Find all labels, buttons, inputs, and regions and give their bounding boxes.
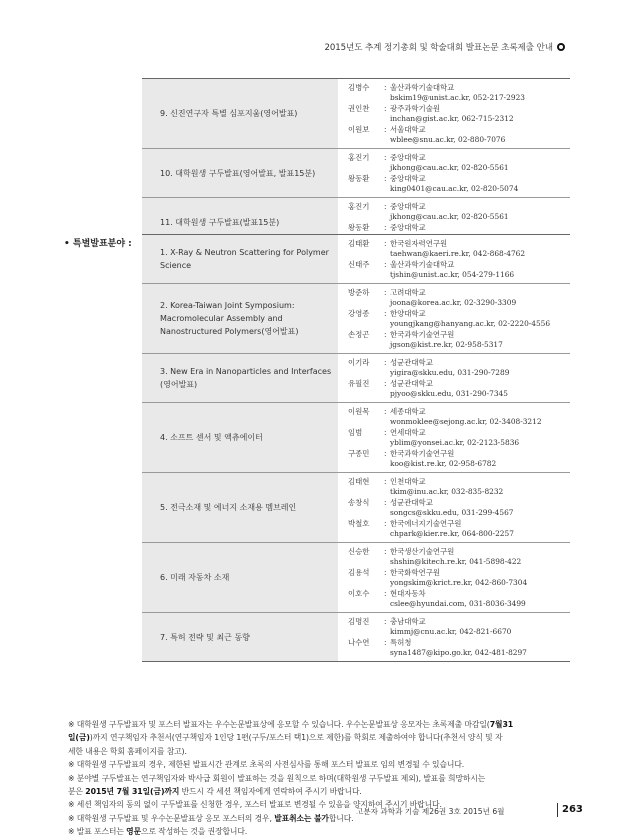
contact-entry <box>348 125 570 144</box>
contact-separator: : <box>384 589 387 598</box>
contact-separator: : <box>384 358 387 367</box>
contact-affiliation: 한국원자력연구원 <box>390 239 448 248</box>
contact-info <box>390 309 570 328</box>
session-contacts <box>338 149 570 198</box>
contact-email-phone: koo@kist.re.kr, 02-958-6782 <box>390 458 497 468</box>
note-text: 합니다. <box>328 813 354 823</box>
contact-info <box>390 449 570 468</box>
note-line <box>68 825 548 838</box>
contact-name: 왕동환 <box>348 223 370 232</box>
contact-name: 김병수 <box>348 83 370 92</box>
footer-divider <box>557 803 558 817</box>
session-table-general <box>142 78 570 247</box>
contact-entry <box>348 83 570 102</box>
contact-name: 이원보 <box>348 125 370 134</box>
contact-affiliation: 세종대학교 <box>390 407 426 416</box>
contact-affiliation: 서울대학교 <box>390 125 426 134</box>
contact-entry <box>348 519 570 538</box>
contact-email-phone: kimmj@cnu.ac.kr, 042-821-6670 <box>390 626 512 636</box>
contact-name: 손정곤 <box>348 330 370 339</box>
contact-entry <box>348 330 570 349</box>
contact-email-phone: songcs@skku.edu, 031-299-4567 <box>390 507 514 517</box>
contact-info <box>390 428 570 447</box>
contact-info <box>390 239 570 258</box>
contact-email-phone: tjshin@unist.ac.kr, 054-279-1166 <box>390 269 515 279</box>
contact-separator: : <box>384 288 387 297</box>
note-line <box>68 785 548 798</box>
contact-name: 김태환 <box>348 239 370 248</box>
contact-separator: : <box>384 407 387 416</box>
contact-separator: : <box>384 125 387 134</box>
contact-info <box>390 330 570 349</box>
contact-separator: : <box>384 449 387 458</box>
notes-block <box>68 718 548 839</box>
session-title: 11. 대학원생 구두발표(발표15분) <box>142 198 338 247</box>
contact-separator: : <box>384 309 387 318</box>
note-text: ※ 대학원생 구두발표자 및 포스터 발표자는 우수논문발표상에 응모할 수 있습니다. 우수논문발표상 응모자는 초록제출 마감일( <box>68 720 490 729</box>
contact-separator: : <box>384 260 387 269</box>
contact-affiliation: 한국에너지기술연구원 <box>390 519 462 528</box>
contact-affiliation: 한국화학연구원 <box>390 568 440 577</box>
page-number: 263 <box>562 804 583 815</box>
contact-entry <box>348 174 570 193</box>
session-row <box>142 613 570 662</box>
contact-name: 김용석 <box>348 568 370 577</box>
contact-separator: : <box>384 428 387 437</box>
session-title: 9. 신진연구자 특별 심포지움(영어발표) <box>142 79 338 149</box>
contact-name: 유필진 <box>348 379 370 388</box>
contact-email-phone: taehwan@kaeri.re.kr, 042-868-4762 <box>390 248 526 258</box>
session-title: 7. 특허 전략 및 최근 동향 <box>142 613 338 662</box>
contact-entry <box>348 379 570 398</box>
session-contacts <box>338 473 570 543</box>
contact-affiliation: 한국생산기술연구원 <box>390 547 455 556</box>
contact-affiliation: 연세대학교 <box>390 428 426 437</box>
footer-journal: 고분자 과학과 기술 제26권 3호 2015년 6월 <box>356 807 505 816</box>
contact-affiliation: 특허청 <box>390 638 412 647</box>
contact-email-phone: cslee@hyundai.com, 031-8036-3499 <box>390 598 526 608</box>
contact-info <box>390 589 570 608</box>
session-contacts <box>338 284 570 354</box>
contact-entry <box>348 288 570 307</box>
contact-affiliation: 성균관대학교 <box>390 358 433 367</box>
contact-info <box>390 477 570 496</box>
contact-name: 박철호 <box>348 519 370 528</box>
contact-affiliation: 충남대학교 <box>390 617 426 626</box>
contact-entry <box>348 589 570 608</box>
contact-affiliation: 중앙대학교 <box>390 174 426 183</box>
session-title: 1. X-Ray & Neutron Scattering for Polymer Science <box>142 235 338 284</box>
contact-affiliation: 중앙대학교 <box>390 223 426 232</box>
contact-info <box>390 519 570 538</box>
contact-separator: : <box>384 153 387 162</box>
note-text: ※ 분야별 구두발표는 연구책임자와 박사급 회원이 발표하는 것을 원칙으로 하며(대학원생 구두발표 제외), 발표를 희망하시는 <box>68 773 486 783</box>
session-row <box>142 403 570 473</box>
contact-info <box>390 288 570 307</box>
contact-affiliation: 인천대학교 <box>390 477 426 486</box>
contact-email-phone: king0401@cau.ac.kr, 02-820-5074 <box>390 183 519 193</box>
contact-email-phone: jkhong@cau.ac.kr, 02-820-5561 <box>390 162 509 172</box>
contact-email-phone: wonmoklee@sejong.ac.kr, 02-3408-3212 <box>390 416 542 426</box>
special-section-label: • 특별발표분야 : <box>64 239 132 249</box>
contact-name: 임범 <box>348 428 363 437</box>
note-text: ※ 발표 포스터는 <box>68 827 127 837</box>
session-contacts <box>338 613 570 662</box>
contact-info <box>390 104 570 123</box>
contact-name: 이원목 <box>348 407 370 416</box>
contact-entry <box>348 358 570 377</box>
contact-name: 방준하 <box>348 288 370 297</box>
session-row <box>142 235 570 284</box>
note-line <box>68 718 548 731</box>
contact-separator: : <box>384 174 387 183</box>
contact-email-phone: joona@korea.ac.kr, 02-3290-3309 <box>390 297 517 307</box>
contact-entry <box>348 477 570 496</box>
session-contacts <box>338 79 570 149</box>
contact-info <box>390 498 570 517</box>
contact-info <box>390 153 570 172</box>
session-row <box>142 354 570 403</box>
contact-name: 신승한 <box>348 547 370 556</box>
session-row <box>142 473 570 543</box>
contact-info <box>390 260 570 279</box>
contact-entry <box>348 153 570 172</box>
contact-email-phone: pjyoo@skku.edu, 031-290-7345 <box>390 388 508 398</box>
contact-affiliation: 성균관대학교 <box>390 498 433 507</box>
contact-affiliation: 광주과학기술원 <box>390 104 440 113</box>
page-header <box>324 41 565 53</box>
contact-separator: : <box>384 83 387 92</box>
note-text: 으로 작성하는 것을 권장합니다. <box>141 827 248 837</box>
note-line <box>68 758 548 771</box>
contact-entry <box>348 104 570 123</box>
note-text: )까지 연구책임자 추천서(연구책임자 1인당 1편(구두/포스터 택1)으로 제한)를 학회로 제출하여야 합니다(추천서 양식 및 자 <box>89 733 503 743</box>
contact-affiliation: 울산과학기술대학교 <box>390 260 455 269</box>
note-emphasis: 영문 <box>126 827 142 837</box>
session-row <box>142 543 570 613</box>
note-text: 반드시 각 세션 책임자에게 연락하여 주시기 바랍니다. <box>179 787 362 797</box>
contact-separator: : <box>384 239 387 248</box>
session-row <box>142 79 570 149</box>
contact-email-phone: inchan@gist.ac.kr, 062-715-2312 <box>390 113 514 123</box>
contact-name: 구종민 <box>348 449 370 458</box>
contact-info <box>390 568 570 587</box>
note-text: ※ 세션 책임자의 동의 없이 구두발표를 신청한 경우, 포스터 발표로 변경될 수 있음을 양지하여 주시기 바랍니다. <box>68 800 442 810</box>
contact-email-phone: wblee@snu.ac.kr, 02-880-7076 <box>390 134 506 144</box>
contact-email-phone: jgson@kist.re.kr, 02-958-5317 <box>390 339 503 349</box>
contact-info <box>390 407 570 426</box>
contact-affiliation: 고려대학교 <box>390 288 426 297</box>
contact-entry <box>348 547 570 566</box>
contact-name: 김명진 <box>348 617 370 626</box>
contact-info <box>390 125 570 144</box>
session-contacts <box>338 354 570 403</box>
contact-name: 이기라 <box>348 358 370 367</box>
contact-affiliation: 현대자동차 <box>390 589 426 598</box>
session-title: 6. 미래 자동차 소재 <box>142 543 338 613</box>
contact-entry <box>348 638 570 657</box>
contact-separator: : <box>384 498 387 507</box>
contact-entry <box>348 239 570 258</box>
contact-email-phone: yongskim@krict.re.kr, 042-860-7304 <box>390 577 528 587</box>
contact-name: 신태주 <box>348 260 370 269</box>
session-title: 2. Korea-Taiwan Joint Symposium: Macromolecular Assembly and Nanostructured Polymers(영어발표) <box>142 284 338 354</box>
contact-affiliation: 울산과학기술대학교 <box>390 83 455 92</box>
contact-name: 강영종 <box>348 309 370 318</box>
contact-entry <box>348 449 570 468</box>
contact-name: 홍진기 <box>348 202 370 211</box>
contact-info <box>390 547 570 566</box>
contact-email-phone: yigira@skku.edu, 031-290-7289 <box>390 367 510 377</box>
contact-affiliation: 중앙대학교 <box>390 202 426 211</box>
session-title: 3. New Era in Nanoparticles and Interfaces (영어발표) <box>142 354 338 403</box>
contact-info <box>390 83 570 102</box>
contact-email-phone: shshin@kitech.re.kr, 041-5898-422 <box>390 556 522 566</box>
contact-entry <box>348 498 570 517</box>
contact-email-phone: yblim@yonsei.ac.kr, 02-2123-5836 <box>390 437 520 447</box>
contact-affiliation: 중앙대학교 <box>390 153 426 162</box>
contact-name: 왕동환 <box>348 174 370 183</box>
contact-name: 권인찬 <box>348 104 370 113</box>
session-contacts <box>338 235 570 284</box>
note-text: 세한 내용은 학회 홈페이지를 참고). <box>68 746 187 756</box>
session-row <box>142 149 570 198</box>
contact-info <box>390 202 570 221</box>
session-title: 4. 소프트 센서 및 액츄에이터 <box>142 403 338 473</box>
contact-email-phone: youngjkang@hanyang.ac.kr, 02-2220-4556 <box>390 318 551 328</box>
contact-separator: : <box>384 568 387 577</box>
contact-info <box>390 617 570 636</box>
contact-info <box>390 358 570 377</box>
contact-separator: : <box>384 104 387 113</box>
contact-separator: : <box>384 477 387 486</box>
contact-separator: : <box>384 223 387 232</box>
contact-entry <box>348 202 570 221</box>
session-title: 10. 대학원생 구두발표(영어발표, 발표15분) <box>142 149 338 198</box>
contact-email-phone: chpark@kier.re.kr, 064-800-2257 <box>390 528 514 538</box>
contact-email-phone: jkhong@cau.ac.kr, 02-820-5561 <box>390 211 509 221</box>
note-emphasis: 7월31 <box>489 720 514 729</box>
note-emphasis: 2015년 7월 31일(금)까지 <box>85 787 180 797</box>
contact-name: 이호수 <box>348 589 370 598</box>
session-row <box>142 284 570 354</box>
contact-affiliation: 한국과학기술연구원 <box>390 449 455 458</box>
contact-entry <box>348 309 570 328</box>
header-title: 2015년도 추계 정기총회 및 학술대회 발표논문 초록제출 안내 <box>324 43 553 53</box>
contact-entry <box>348 617 570 636</box>
note-emphasis: 발표취소는 불가 <box>274 813 329 823</box>
contact-entry <box>348 407 570 426</box>
contact-name: 김태현 <box>348 477 370 486</box>
contact-info <box>390 174 570 193</box>
session-contacts <box>338 543 570 613</box>
contact-email-phone: tkim@inu.ac.kr, 032-835-8232 <box>390 486 504 496</box>
contact-email-phone: bskim19@unist.ac.kr, 052-217-2923 <box>390 92 525 102</box>
note-text: ※ 대학원생 구두발표의 경우, 제한된 발표시간 관계로 초록의 사전심사를 통해 포스터 발표로 임의 변경될 수 있습니다. <box>68 760 465 770</box>
contact-affiliation: 한국과학기술연구원 <box>390 330 455 339</box>
contact-email-phone: syna1487@kipo.go.kr, 042-481-8297 <box>390 647 527 657</box>
contact-name: 홍진기 <box>348 153 370 162</box>
contact-separator: : <box>384 330 387 339</box>
contact-entry <box>348 568 570 587</box>
note-line <box>68 745 548 758</box>
note-emphasis: 일(금) <box>68 733 90 743</box>
contact-separator: : <box>384 519 387 528</box>
contact-info <box>390 379 570 398</box>
session-table-special <box>142 234 570 662</box>
contact-entry <box>348 428 570 447</box>
note-line <box>68 772 548 785</box>
session-title: 5. 전극소재 및 에너지 소재용 멤브레인 <box>142 473 338 543</box>
contact-separator: : <box>384 202 387 211</box>
note-line <box>68 731 548 744</box>
contact-separator: : <box>384 547 387 556</box>
contact-affiliation: 성균관대학교 <box>390 379 433 388</box>
contact-info <box>390 638 570 657</box>
contact-entry <box>348 260 570 279</box>
contact-name: 나수연 <box>348 638 370 647</box>
contact-name: 송창식 <box>348 498 370 507</box>
note-text: ※ 대학원생 구두발표 및 우수논문발표상 응모 포스터의 경우, <box>68 813 275 823</box>
contact-affiliation: 한양대학교 <box>390 309 426 318</box>
note-text: 분은 <box>68 787 86 797</box>
circle-bullet-icon <box>557 43 565 51</box>
contact-separator: : <box>384 379 387 388</box>
contact-separator: : <box>384 617 387 626</box>
session-contacts <box>338 403 570 473</box>
contact-separator: : <box>384 638 387 647</box>
